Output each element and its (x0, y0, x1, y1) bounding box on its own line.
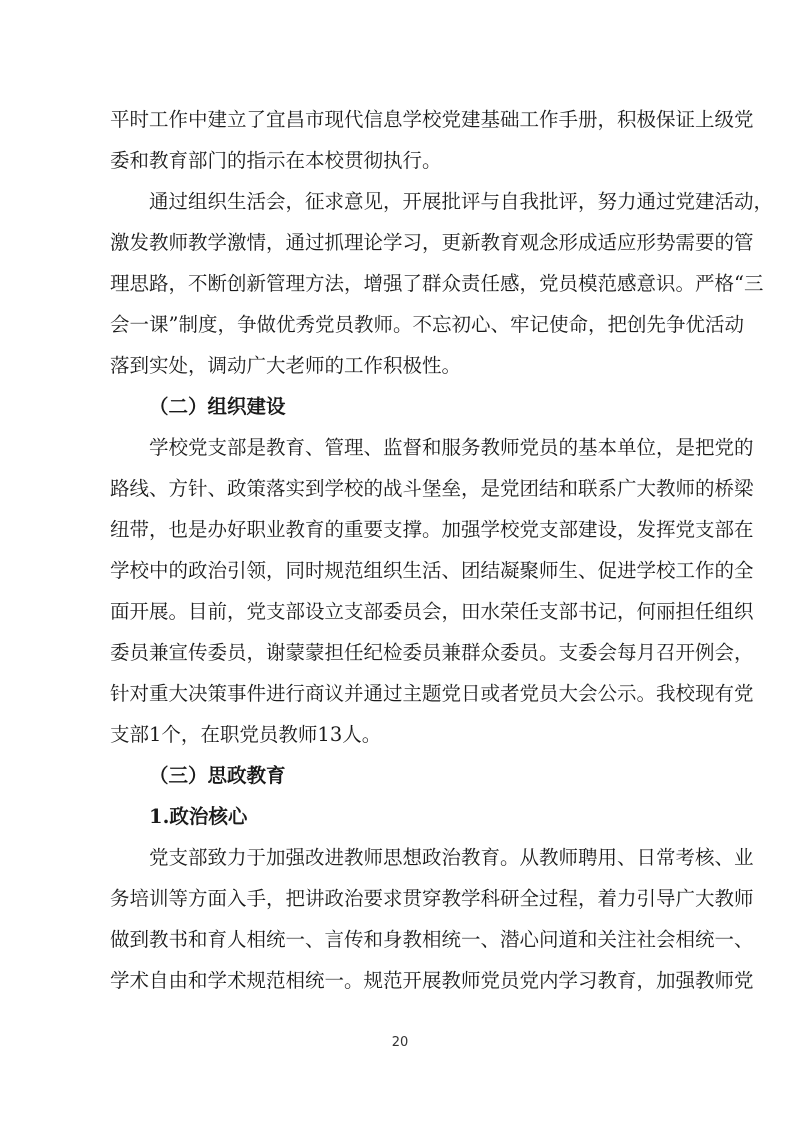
paragraph-line: 纽带，也是办好职业教育的重要支撑。加强学校党支部建设，发挥党支部在 (110, 518, 754, 541)
section-heading: （二）组织建设 (149, 395, 286, 418)
paragraph-line: 通过组织生活会，征求意见，开展批评与自我批评，努力通过党建活动， (149, 190, 774, 213)
paragraph-line: 平时工作中建立了宜昌市现代信息学校党建基础工作手册，积极保证上级党 (110, 108, 754, 131)
paragraph-line: 委和教育部门的指示在本校贯彻执行。 (110, 149, 442, 172)
paragraph-line: 党支部致力于加强改进教师思想政治教育。从教师聘用、日常考核、业 (149, 846, 754, 869)
document-body (110, 99, 774, 1001)
paragraph-line: 做到教书和育人相统一、言传和身教相统一、潜心问道和关注社会相统一、 (110, 928, 754, 951)
paragraph-line: 会一课”制度，争做优秀党员教师。不忘初心、牢记使命，把创先争优活动 (110, 313, 744, 336)
paragraph-line: 务培训等方面入手，把讲政治要求贯穿教学科研全过程，着力引导广大教师 (110, 887, 754, 910)
paragraph-line: 理思路，不断创新管理方法，增强了群众责任感，党员模范感意识。严格“三 (110, 272, 764, 295)
paragraph-line: 激发教师教学激情，通过抓理论学习，更新教育观念形成适应形势需要的管 (110, 231, 754, 254)
section-heading: （三）思政教育 (149, 764, 286, 787)
paragraph-line: 学校中的政治引领，同时规范组织生活、团结凝聚师生、促进学校工作的全 (110, 559, 754, 582)
paragraph-line: 面开展。目前，党支部设立支部委员会，田水荣任支部书记，何丽担任组织 (110, 600, 754, 623)
paragraph-line: 针对重大决策事件进行商议并通过主题党日或者党员大会公示。我校现有党 (110, 682, 754, 705)
paragraph-line: 支部1个，在职党员教师13人。 (110, 723, 382, 746)
subsection-heading: 1.政治核心 (149, 805, 248, 828)
paragraph-line: 学术自由和学术规范相统一。规范开展教师党员党内学习教育，加强教师党 (110, 969, 754, 992)
page-number: 20 (391, 1035, 409, 1050)
paragraph-line: 落到实处，调动广大老师的工作积极性。 (110, 354, 462, 377)
paragraph-line: 路线、方针、政策落实到学校的战斗堡垒，是党团结和联系广大教师的桥梁 (110, 477, 754, 500)
paragraph-line: 学校党支部是教育、管理、监督和服务教师党员的基本单位，是把党的 (149, 436, 754, 459)
paragraph-line: 委员兼宣传委员，谢蒙蒙担任纪检委员兼群众委员。支委会每月召开例会， (110, 641, 754, 664)
